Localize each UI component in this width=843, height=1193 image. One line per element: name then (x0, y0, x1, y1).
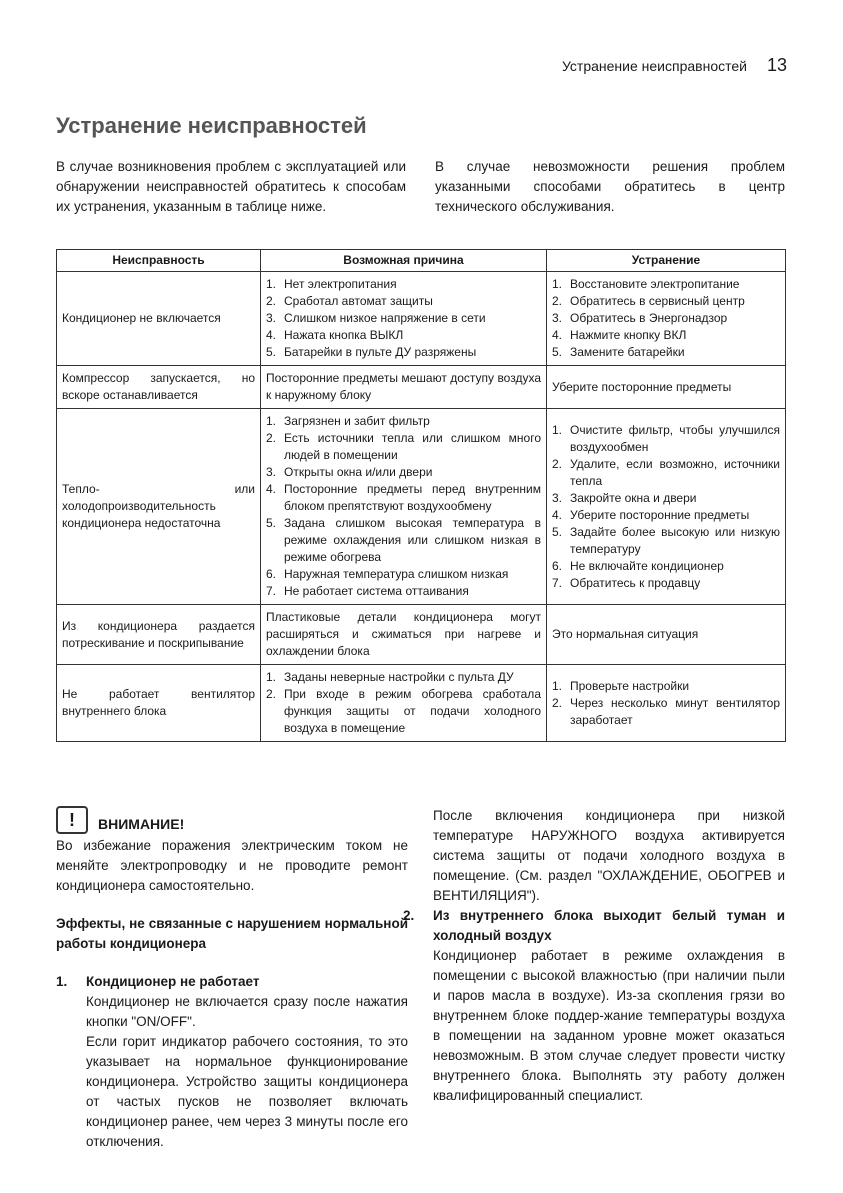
list-item: 6. Не включайте кондиционер (552, 558, 724, 573)
effect-paragraph: Кондиционер работает в режиме охлаждения в помещении с высокой влажностью (при наличии пыли и паров масла в воздухе). Из-за скопления грязи во внутреннем блоке поддер-жание температуры воздуха в помещении на заданном уровне может оказаться невозможным. В этом случае следует провести чистку внутреннего блока. Выполнять эту работу должен квалифицированный специалист. (433, 948, 785, 1103)
list-item: 2. Обратитесь в сервисный центр (552, 294, 745, 308)
right-column (403, 806, 785, 1152)
fix-cell (547, 272, 786, 366)
list-item: 3. Слишком низкое напряжение в сети (266, 311, 486, 325)
list-item: 3. Открыты окна и/или двери (266, 465, 433, 479)
list-item: 5. Задайте более высокую или низкую температуру (552, 524, 780, 556)
troubleshooting-table (56, 249, 786, 742)
fix-cell: Это нормальная ситуация (547, 605, 786, 665)
header-fault: Неисправность (57, 250, 261, 272)
list-item: 1. Восстановите электропитание (552, 277, 740, 291)
list-item: 6. Наружная температура слишком низкая (266, 567, 509, 581)
list-item: 2. Есть источники тепла или слишком много людей в помещении (266, 431, 541, 462)
warning-title: ВНИМАНИЕ! (98, 816, 185, 832)
list-item: 7. Не работает система оттаивания (266, 584, 469, 598)
list-item: 3. Обратитесь в Энергонадзор (552, 311, 728, 325)
fault-cell: Из кондиционера раздается потрескивание и поскрипывание (57, 605, 261, 665)
list-item: 4. Нажата кнопка ВЫКЛ (266, 328, 404, 342)
fix-cell: Уберите посторонние предметы (547, 366, 786, 409)
effect-paragraph: Если горит индикатор рабочего состояния, то это указывает на нормальное функционирование кондиционера. Устройство защиты кондиционера от частых пусков не позволяет включать кондиционер ранее, чем через 3 минуты после его отключения. (86, 1034, 408, 1149)
fault-cell: Не работает вентилятор внутреннего блока (57, 665, 261, 742)
table-row (57, 366, 786, 409)
fault-cell: Тепло- или холодопроизводительность кондиционера недостаточна (57, 409, 261, 605)
header-fix: Устранение (547, 250, 786, 272)
list-item: 5. Задана слишком высокая температура в режиме охлаждения или слишком низкая в режиме обогрева (266, 516, 541, 564)
cause-cell (261, 272, 547, 366)
effect-continuation: После включения кондиционера при низкой температуре НАРУЖНОГО воздуха активируется система защиты от подачи холодного воздуха в помещение. (См. раздел "ОХЛАЖДЕНИЕ, ОБОГРЕВ и ВЕНТИЛЯЦИЯ"). (433, 808, 785, 903)
cause-cell: Посторонние предметы мешают доступу воздуха к наружному блоку (261, 366, 547, 409)
effect-paragraph: Кондиционер не включается сразу после нажатия кнопки "ON/OFF". (86, 994, 408, 1029)
fix-cell (547, 409, 786, 605)
effect-heading: Из внутреннего блока выходит белый туман и холодный воздух (433, 908, 785, 943)
list-item: 3. Закройте окна и двери (552, 490, 697, 505)
list-item: 2. Через несколько минут вентилятор заработает (552, 695, 780, 727)
left-column (56, 806, 408, 1152)
intro (56, 157, 785, 217)
list-item: 7. Обратитесь к продавцу (552, 575, 701, 590)
intro-left: В случае возникновения проблем с эксплуатацией или обнаружении неисправностей обратитесь к способам их устранения, указанным в таблице ниже. (56, 159, 406, 214)
bottom-section (56, 806, 785, 1152)
table-header-row (57, 250, 786, 272)
table-row (57, 272, 786, 366)
header-cause: Возможная причина (261, 250, 547, 272)
effects-title: Эффекты, не связанные с нарушением нормальной работы кондиционера (56, 916, 408, 951)
list-item: 4. Посторонние предметы перед внутренним блоком препятствуют воздухообмену (266, 482, 541, 513)
running-title: Устранение неисправностей (561, 58, 747, 74)
running-header (562, 55, 787, 76)
list-item: 5. Замените батарейки (552, 345, 685, 359)
cause-cell (261, 665, 547, 742)
fault-cell: Компрессор запускается, но вскоре останавливается (57, 366, 261, 409)
list-item: 1. Проверьте настройки (552, 678, 690, 693)
table-row (57, 605, 786, 665)
page-number: 13 (766, 55, 787, 75)
list-item: 1. Очистите фильтр, чтобы улучшился воздухообмен (552, 422, 780, 454)
list-item: 2. Сработал автомат защиты (266, 294, 433, 308)
exclamation-icon: ! (56, 806, 88, 834)
cause-cell (261, 409, 547, 605)
warning-header (56, 806, 408, 834)
cause-cell: Пластиковые детали кондиционера могут расширяться и сжиматься при нагреве и охлаждении блока (261, 605, 547, 665)
warning-text: Во избежание поражения электрическим током не меняйте электропроводку и не проводите ремонт кондиционера самостоятельно. (56, 838, 408, 893)
table-row (57, 409, 786, 605)
fault-cell: Кондиционер не включается (57, 272, 261, 366)
list-item: 4. Уберите посторонние предметы (552, 507, 750, 522)
page-title: Устранение неисправностей (56, 113, 367, 138)
list-item: 1. Нет электропитания (266, 277, 397, 291)
intro-right: В случае невозможности решения проблем указанными способами обратитесь в центр технического обслуживания. (435, 159, 785, 214)
list-item: 2. Удалите, если возможно, источники тепла (552, 456, 780, 488)
list-item: 4. Нажмите кнопку ВКЛ (552, 328, 687, 342)
list-item: 5. Батарейки в пульте ДУ разряжены (266, 345, 477, 359)
list-item: 1. Загрязнен и забит фильтр (266, 414, 430, 428)
effect-item-2 (403, 906, 785, 1106)
effect-item-1 (56, 972, 408, 1152)
effect-heading: Кондиционер не работает (86, 974, 260, 989)
list-item: 1. Заданы неверные настройки с пульта ДУ (266, 670, 514, 684)
effect-number: 1. (56, 974, 68, 989)
fix-cell (547, 665, 786, 742)
table-row (57, 665, 786, 742)
list-item: 2. При входе в режим обогрева сработала функция защиты от подачи холодного воздуха в помещение (266, 687, 541, 735)
effect-number: 2. (403, 908, 415, 923)
